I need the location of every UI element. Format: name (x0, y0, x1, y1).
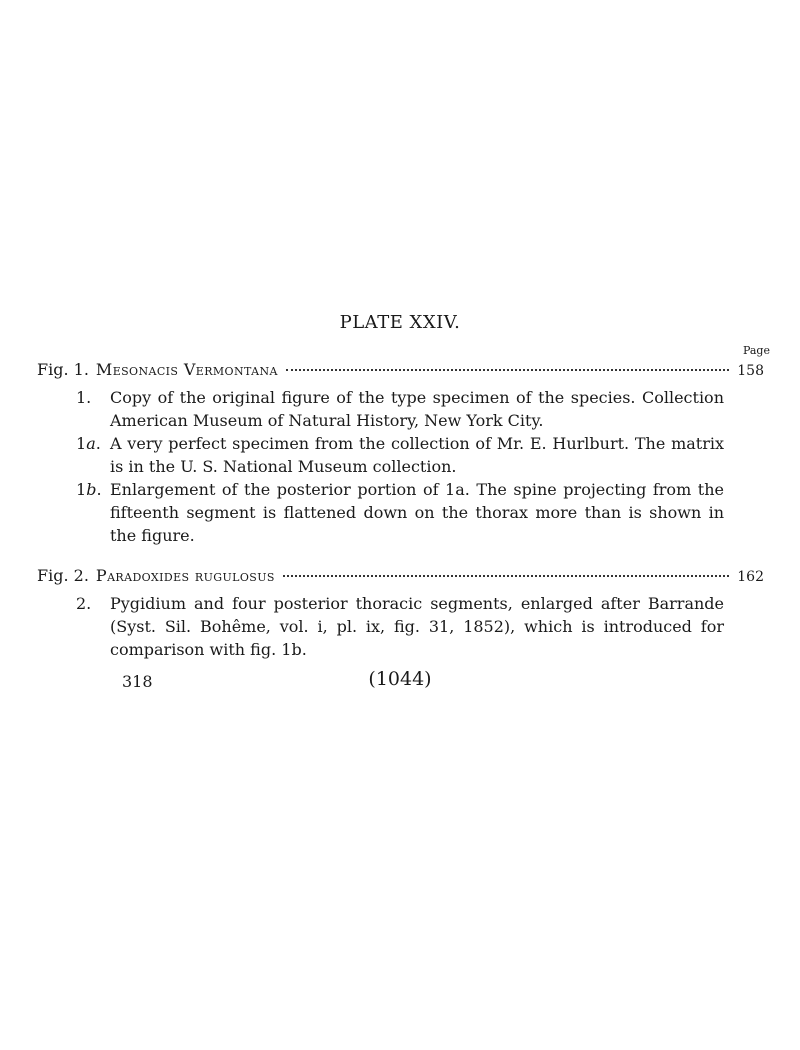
figure-number: Fig. 1. (37, 360, 89, 379)
figure-1-heading (37, 360, 764, 380)
figure-1-entries (76, 386, 724, 547)
page-reference: 162 (737, 569, 764, 585)
list-item (76, 386, 724, 432)
entry-label: 1b. (76, 480, 102, 499)
list-item (76, 478, 724, 547)
entry-text: A very perfect specimen from the collection of Mr. E. Hurlburt. The matrix is in the U. S. National Museum collection. (110, 434, 724, 476)
species-name: Paradoxides rugulosus (95, 566, 275, 585)
list-item (76, 592, 724, 661)
dot-leader (286, 369, 729, 371)
page-number: 318 (122, 672, 153, 691)
bracketed-page-number: (1044) (368, 668, 432, 690)
page-column-label: Page (742, 344, 770, 357)
species-name: Mesonacis Vermontana (95, 360, 278, 379)
figure-2-heading (37, 566, 764, 586)
page-reference: 158 (737, 363, 764, 379)
list-item (76, 432, 724, 478)
entry-label: 1a. (76, 434, 101, 453)
entry-text: Enlargement of the posterior portion of 1a. The spine projecting from the fifteenth segment is flattened down on the thorax more than is shown in the figure. (110, 480, 724, 545)
entry-text: Copy of the original figure of the type specimen of the species. Collection American Museum of Natural History, New York City. (110, 388, 724, 430)
entry-text: Pygidium and four posterior thoracic segments, enlarged after Barrande (Syst. Sil. Bohême, vol. i, pl. ix, fig. 31, 1852), which is introduced for comparison with fig. 1b. (110, 594, 724, 659)
figure-number: Fig. 2. (37, 566, 89, 585)
entry-label: 1. (76, 388, 92, 407)
dot-leader (283, 575, 729, 577)
plate-title: PLATE XXIV. (339, 312, 461, 333)
entry-label: 2. (76, 594, 92, 613)
figure-2-entries (76, 592, 724, 661)
